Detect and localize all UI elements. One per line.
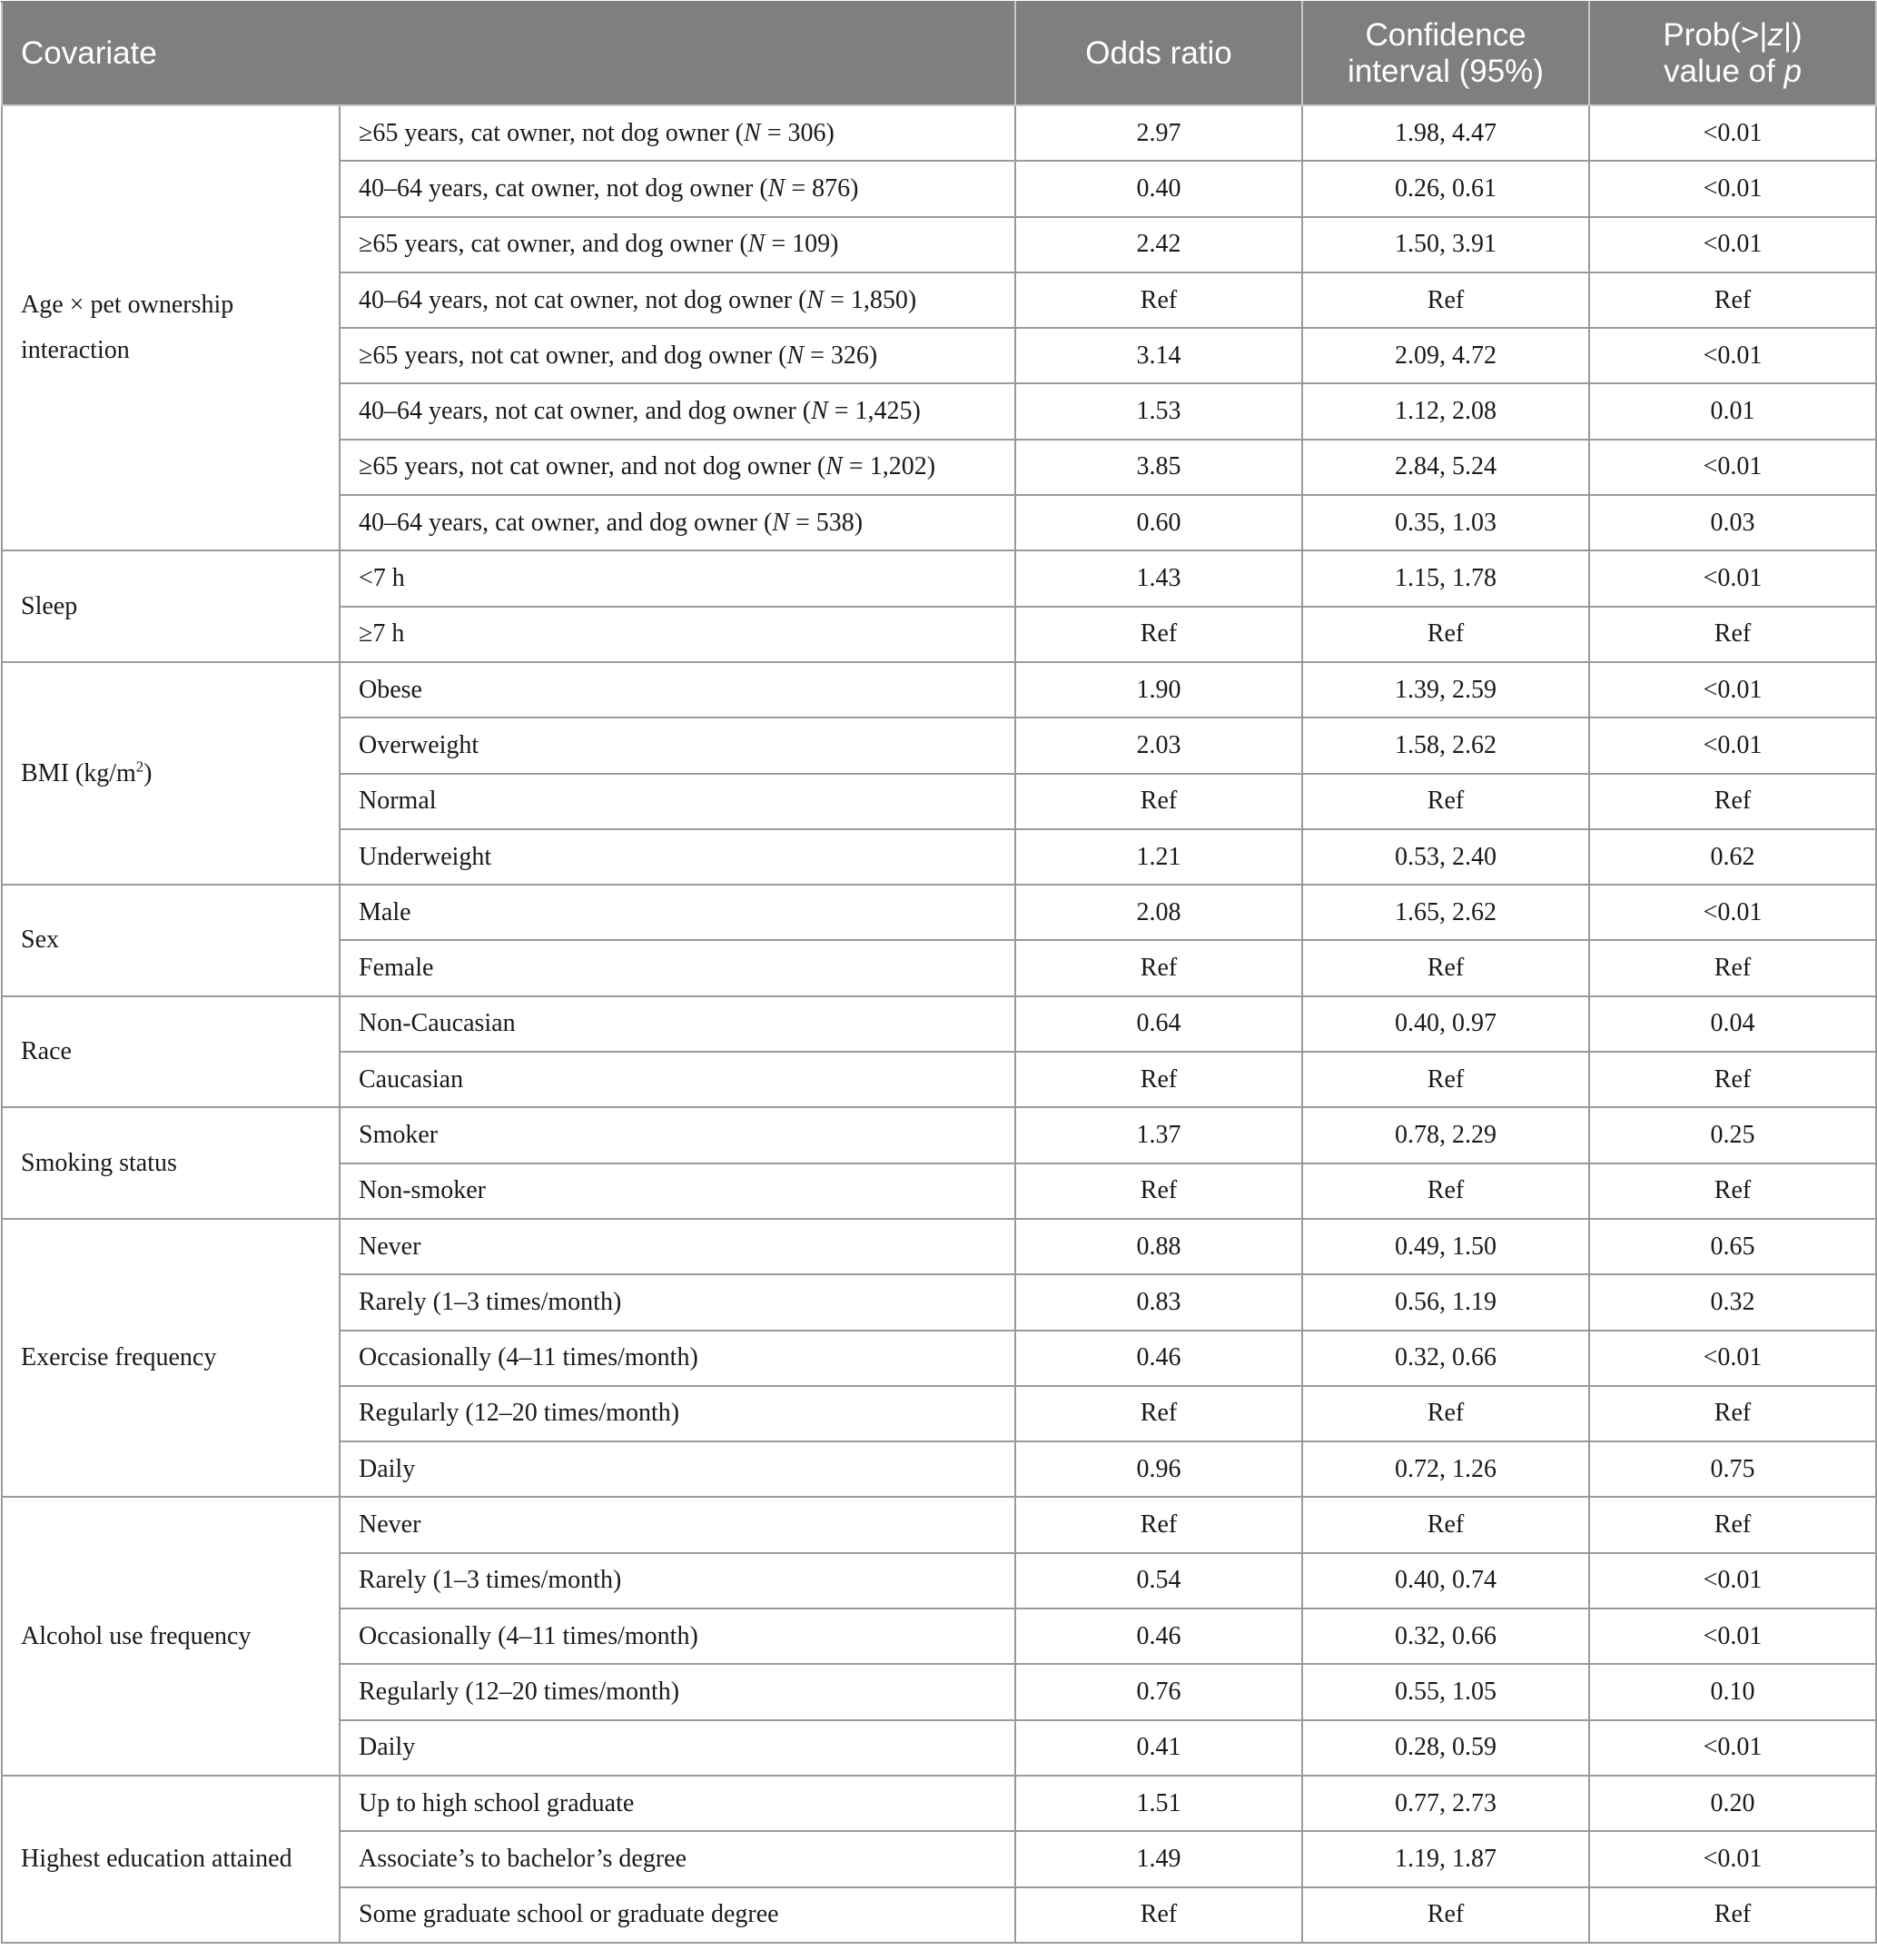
odds-ratio-cell: 1.49: [1015, 1831, 1302, 1886]
p-value-cell: 0.75: [1589, 1441, 1876, 1497]
level-cell: [340, 1497, 1015, 1552]
header-covariate: Covariate: [2, 2, 1015, 105]
header-ci-line2: interval (95%): [1348, 54, 1544, 89]
p-value-cell: Ref: [1589, 1497, 1876, 1552]
level-text: Up to high school graduate: [359, 1788, 635, 1817]
odds-ratio-cell: Ref: [1015, 1887, 1302, 1943]
confidence-interval-cell: 2.09, 4.72: [1302, 328, 1589, 383]
level-n-symbol: N: [806, 285, 825, 314]
confidence-interval-cell: 2.84, 5.24: [1302, 440, 1589, 495]
level-cell: [340, 328, 1015, 383]
level-cell: [340, 1441, 1015, 1497]
level-text: 40–64 years, cat owner, not dog owner (: [359, 173, 768, 203]
p-value-cell: Ref: [1589, 774, 1876, 829]
level-text: Never: [359, 1232, 421, 1261]
level-text: Daily: [359, 1733, 416, 1762]
odds-ratio-cell: Ref: [1015, 774, 1302, 829]
confidence-interval-cell: 0.49, 1.50: [1302, 1219, 1589, 1274]
level-text: Caucasian: [359, 1064, 464, 1094]
odds-ratio-cell: Ref: [1015, 1386, 1302, 1441]
header-row: [2, 2, 1876, 105]
level-text: 40–64 years, cat owner, and dog owner (: [359, 508, 773, 537]
level-cell: [340, 1107, 1015, 1163]
level-text: Regularly (12–20 times/month): [359, 1399, 680, 1428]
covariate-group-label: [2, 105, 340, 550]
header-p-line1-post: |): [1783, 17, 1803, 53]
level-text: Smoker: [359, 1120, 439, 1149]
p-value-cell: <0.01: [1589, 1831, 1876, 1886]
confidence-interval-cell: Ref: [1302, 940, 1589, 995]
p-value-cell: <0.01: [1589, 885, 1876, 940]
level-cell: [340, 1831, 1015, 1886]
p-value-cell: <0.01: [1589, 328, 1876, 383]
confidence-interval-cell: 0.56, 1.19: [1302, 1274, 1589, 1330]
p-value-cell: 0.25: [1589, 1107, 1876, 1163]
confidence-interval-cell: 1.15, 1.78: [1302, 550, 1589, 606]
table-row: [2, 1219, 1876, 1274]
covariate-label-text: Exercise frequency: [21, 1343, 217, 1372]
confidence-interval-cell: 1.50, 3.91: [1302, 217, 1589, 272]
confidence-interval-cell: 1.58, 2.62: [1302, 718, 1589, 773]
confidence-interval-cell: 1.12, 2.08: [1302, 383, 1589, 439]
p-value-cell: 0.62: [1589, 829, 1876, 885]
level-cell: [340, 996, 1015, 1052]
odds-ratio-cell: 1.37: [1015, 1107, 1302, 1163]
p-value-cell: 0.04: [1589, 996, 1876, 1052]
table-row: [2, 550, 1876, 606]
odds-ratio-cell: 2.03: [1015, 718, 1302, 773]
p-value-cell: <0.01: [1589, 440, 1876, 495]
confidence-interval-cell: 0.77, 2.73: [1302, 1776, 1589, 1831]
odds-ratio-cell: 1.90: [1015, 662, 1302, 718]
confidence-interval-cell: Ref: [1302, 1386, 1589, 1441]
level-n-symbol: N: [786, 341, 805, 370]
p-value-cell: <0.01: [1589, 550, 1876, 606]
odds-ratio-cell: 0.64: [1015, 996, 1302, 1052]
level-n-value: = 538): [788, 508, 864, 537]
covariate-label-suffix: ): [143, 758, 153, 787]
header-confidence-interval: [1302, 2, 1589, 105]
level-n-symbol: N: [744, 118, 761, 147]
confidence-interval-cell: 0.72, 1.26: [1302, 1441, 1589, 1497]
p-value-cell: Ref: [1589, 1163, 1876, 1219]
level-n-symbol: N: [811, 397, 828, 426]
odds-ratio-cell: 0.96: [1015, 1441, 1302, 1497]
p-value-cell: <0.01: [1589, 1720, 1876, 1776]
confidence-interval-cell: 1.39, 2.59: [1302, 662, 1589, 718]
header-ci-line1: Confidence: [1365, 17, 1526, 53]
confidence-interval-cell: Ref: [1302, 1163, 1589, 1219]
covariate-label-text: Sex: [21, 926, 59, 955]
level-cell: [340, 1386, 1015, 1441]
covariate-group-label: [2, 662, 340, 885]
p-value-cell: 0.32: [1589, 1274, 1876, 1330]
header-p-line1-pre: Prob(>|: [1663, 17, 1768, 53]
level-n-value: = 1,425): [827, 397, 921, 426]
header-p-value: [1589, 2, 1876, 105]
covariate-group-label: [2, 1107, 340, 1219]
covariate-label-text: Sleep: [21, 591, 78, 620]
confidence-interval-cell: 1.65, 2.62: [1302, 885, 1589, 940]
level-n-symbol: N: [825, 452, 843, 481]
level-text: Associate’s to bachelor’s degree: [359, 1844, 687, 1873]
p-value-cell: Ref: [1589, 1052, 1876, 1107]
level-text: Regularly (12–20 times/month): [359, 1677, 680, 1706]
odds-ratio-cell: 0.46: [1015, 1331, 1302, 1386]
level-n-value: = 326): [804, 341, 878, 370]
level-cell: [340, 885, 1015, 940]
p-value-cell: <0.01: [1589, 662, 1876, 718]
odds-ratio-cell: Ref: [1015, 940, 1302, 995]
confidence-interval-cell: 0.32, 0.66: [1302, 1609, 1589, 1664]
p-value-cell: Ref: [1589, 272, 1876, 328]
odds-ratio-cell: Ref: [1015, 1052, 1302, 1107]
odds-ratio-cell: 3.14: [1015, 328, 1302, 383]
table-row: [2, 1107, 1876, 1163]
level-text: <7 h: [359, 564, 405, 593]
odds-ratio-cell: 0.83: [1015, 1274, 1302, 1330]
header-p-line2-pre: value of: [1664, 54, 1784, 89]
p-value-cell: 0.20: [1589, 1776, 1876, 1831]
level-cell: [340, 272, 1015, 328]
level-text: Underweight: [359, 842, 492, 871]
p-value-cell: <0.01: [1589, 105, 1876, 161]
table-row: [2, 105, 1876, 161]
confidence-interval-cell: Ref: [1302, 1887, 1589, 1943]
table-header: [2, 2, 1876, 105]
level-text: ≥65 years, cat owner, not dog owner (: [359, 118, 745, 147]
level-n-symbol: N: [767, 173, 785, 203]
odds-ratio-table: [1, 1, 1877, 1944]
level-n-value: = 876): [785, 173, 859, 203]
table-row: [2, 1776, 1876, 1831]
confidence-interval-cell: 0.40, 0.97: [1302, 996, 1589, 1052]
covariate-label-text: Alcohol use frequency: [21, 1621, 252, 1650]
odds-ratio-cell: 0.41: [1015, 1720, 1302, 1776]
level-text: Non-smoker: [359, 1176, 486, 1205]
level-n-value: = 109): [765, 230, 839, 259]
level-text: Occasionally (4–11 times/month): [359, 1343, 698, 1372]
level-cell: [340, 1052, 1015, 1107]
level-cell: [340, 774, 1015, 829]
covariate-group-label: [2, 996, 340, 1108]
level-cell: [340, 1609, 1015, 1664]
level-text: ≥65 years, not cat owner, and dog owner (: [359, 341, 787, 370]
p-value-cell: Ref: [1589, 1386, 1876, 1441]
level-text: Male: [359, 897, 411, 926]
level-text: Overweight: [359, 730, 479, 759]
level-n-value: = 1,850): [824, 285, 917, 314]
odds-ratio-cell: 1.21: [1015, 829, 1302, 885]
covariate-label-text: Smoking status: [21, 1148, 177, 1177]
level-n-symbol: N: [772, 508, 789, 537]
confidence-interval-cell: 0.35, 1.03: [1302, 495, 1589, 550]
level-text: Never: [359, 1510, 421, 1539]
table-row: [2, 1497, 1876, 1552]
level-cell: [340, 1776, 1015, 1831]
odds-ratio-cell: 1.43: [1015, 550, 1302, 606]
covariate-label-text: Race: [21, 1037, 72, 1066]
odds-ratio-cell: 2.08: [1015, 885, 1302, 940]
confidence-interval-cell: 1.19, 1.87: [1302, 1831, 1589, 1886]
level-cell: [340, 940, 1015, 995]
covariate-group-label: [2, 1497, 340, 1775]
level-text: Female: [359, 954, 434, 983]
odds-ratio-cell: 1.53: [1015, 383, 1302, 439]
p-value-cell: <0.01: [1589, 718, 1876, 773]
p-value-cell: <0.01: [1589, 1609, 1876, 1664]
level-cell: [340, 217, 1015, 272]
confidence-interval-cell: 1.98, 4.47: [1302, 105, 1589, 161]
level-text: Normal: [359, 787, 437, 816]
level-text: Rarely (1–3 times/month): [359, 1566, 622, 1595]
level-text: Non-Caucasian: [359, 1009, 516, 1038]
level-cell: [340, 1274, 1015, 1330]
level-cell: [340, 1219, 1015, 1274]
level-text: Obese: [359, 675, 422, 704]
level-cell: [340, 161, 1015, 216]
covariate-group-label: [2, 550, 340, 662]
confidence-interval-cell: Ref: [1302, 1052, 1589, 1107]
odds-ratio-cell: 0.88: [1015, 1219, 1302, 1274]
confidence-interval-cell: 0.26, 0.61: [1302, 161, 1589, 216]
p-value-cell: <0.01: [1589, 1331, 1876, 1386]
level-cell: [340, 829, 1015, 885]
covariate-label-text: Highest education attained: [21, 1844, 292, 1873]
level-cell: [340, 1720, 1015, 1776]
covariate-label-text: BMI (kg/m: [21, 758, 136, 787]
level-text: Daily: [359, 1454, 416, 1483]
level-cell: [340, 105, 1015, 161]
confidence-interval-cell: 0.40, 0.74: [1302, 1553, 1589, 1609]
odds-ratio-cell: 2.42: [1015, 217, 1302, 272]
level-text: 40–64 years, not cat owner, not dog owner (: [359, 285, 807, 314]
odds-ratio-cell: 0.76: [1015, 1664, 1302, 1719]
p-value-cell: Ref: [1589, 607, 1876, 662]
odds-ratio-cell: 0.46: [1015, 1609, 1302, 1664]
level-text: Rarely (1–3 times/month): [359, 1287, 622, 1316]
level-cell: [340, 1331, 1015, 1386]
header-p-line1-z: z: [1767, 17, 1783, 53]
level-text: ≥65 years, cat owner, and dog owner (: [359, 230, 748, 259]
covariate-group-label: [2, 1219, 340, 1497]
table-row: [2, 662, 1876, 718]
p-value-cell: <0.01: [1589, 1553, 1876, 1609]
confidence-interval-cell: 0.32, 0.66: [1302, 1331, 1589, 1386]
confidence-interval-cell: Ref: [1302, 272, 1589, 328]
odds-ratio-cell: Ref: [1015, 272, 1302, 328]
level-cell: [340, 1163, 1015, 1219]
p-value-cell: <0.01: [1589, 161, 1876, 216]
odds-ratio-cell: 0.54: [1015, 1553, 1302, 1609]
confidence-interval-cell: 0.28, 0.59: [1302, 1720, 1589, 1776]
odds-ratio-cell: 0.40: [1015, 161, 1302, 216]
odds-ratio-cell: 2.97: [1015, 105, 1302, 161]
covariate-group-label: [2, 885, 340, 996]
level-n-value: = 1,202): [842, 452, 936, 481]
p-value-cell: Ref: [1589, 1887, 1876, 1943]
level-cell: [340, 1553, 1015, 1609]
level-cell: [340, 662, 1015, 718]
p-value-cell: <0.01: [1589, 217, 1876, 272]
odds-ratio-cell: 3.85: [1015, 440, 1302, 495]
p-value-cell: Ref: [1589, 940, 1876, 995]
level-cell: [340, 1887, 1015, 1943]
level-cell: [340, 1664, 1015, 1719]
level-text: ≥7 h: [359, 619, 405, 648]
table-body: [2, 105, 1876, 1943]
covariate-label-superscript: 2: [135, 757, 144, 776]
confidence-interval-cell: 0.55, 1.05: [1302, 1664, 1589, 1719]
level-cell: [340, 383, 1015, 439]
header-odds-ratio: Odds ratio: [1015, 2, 1302, 105]
p-value-cell: 0.01: [1589, 383, 1876, 439]
confidence-interval-cell: Ref: [1302, 1497, 1589, 1552]
confidence-interval-cell: Ref: [1302, 607, 1589, 662]
covariate-group-label: [2, 1776, 340, 1943]
p-value-cell: 0.03: [1589, 495, 1876, 550]
table-row: [2, 996, 1876, 1052]
level-text: Some graduate school or graduate degree: [359, 1900, 779, 1929]
confidence-interval-cell: Ref: [1302, 774, 1589, 829]
odds-ratio-cell: 0.60: [1015, 495, 1302, 550]
confidence-interval-cell: 0.78, 2.29: [1302, 1107, 1589, 1163]
table-row: [2, 885, 1876, 940]
odds-ratio-cell: Ref: [1015, 1163, 1302, 1219]
odds-ratio-cell: 1.51: [1015, 1776, 1302, 1831]
level-cell: [340, 607, 1015, 662]
level-cell: [340, 495, 1015, 550]
odds-ratio-cell: Ref: [1015, 1497, 1302, 1552]
p-value-cell: 0.65: [1589, 1219, 1876, 1274]
level-text: 40–64 years, not cat owner, and dog owner (: [359, 397, 812, 426]
level-cell: [340, 440, 1015, 495]
header-p-line2-p: p: [1783, 54, 1802, 89]
level-n-value: = 306): [760, 118, 835, 147]
confidence-interval-cell: 0.53, 2.40: [1302, 829, 1589, 885]
level-text: Occasionally (4–11 times/month): [359, 1621, 698, 1650]
level-cell: [340, 718, 1015, 773]
p-value-cell: 0.10: [1589, 1664, 1876, 1719]
level-text: ≥65 years, not cat owner, and not dog owner (: [359, 452, 826, 481]
regression-table-container: [1, 1, 1875, 1944]
level-cell: [340, 550, 1015, 606]
odds-ratio-cell: Ref: [1015, 607, 1302, 662]
level-n-symbol: N: [747, 230, 766, 259]
covariate-label-text: Age × pet ownership interaction: [21, 291, 234, 365]
